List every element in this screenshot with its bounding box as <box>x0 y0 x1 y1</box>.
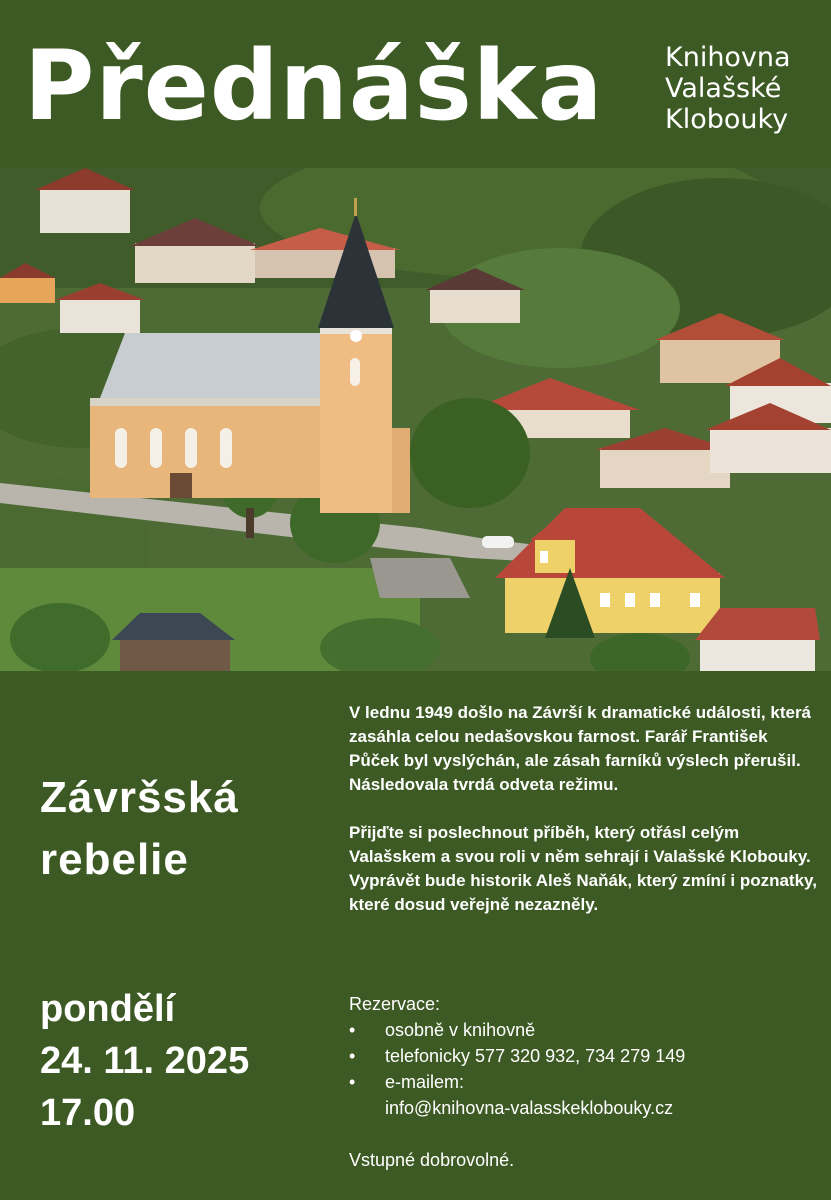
reservation-phone: telefonicky 577 320 932, 734 279 149 <box>385 1046 686 1066</box>
village-church-photo <box>0 168 831 671</box>
talk-title <box>40 767 239 891</box>
reservation-item <box>349 1043 819 1069</box>
header-band <box>0 0 831 168</box>
page-title: Přednáška <box>24 30 604 142</box>
event-date: 24. 11. 2025 <box>40 1040 250 1082</box>
library-logo-line: Klobouky <box>665 104 789 135</box>
event-datetime <box>40 983 249 1139</box>
reservation-info <box>349 991 819 1121</box>
bullet: • <box>349 1072 356 1092</box>
library-logo-line: Valašské <box>665 73 782 104</box>
description-paragraph: V lednu 1949 došlo na Závrší k dramatické události, která zasáhla celou nedašovskou farnost. Farář František Půček byl vyslýchán, ale zásah farníků výslech přerušil. Následovala tvrdá odveta režimu. <box>349 703 812 794</box>
village-church-illustration <box>0 168 831 671</box>
talk-description <box>349 701 819 917</box>
admission-note: Vstupné dobrovolné. <box>349 1150 515 1170</box>
description-paragraph: Přijďte si poslechnout příběh, který otřásl celým Valašskem a svou roli v něm sehrají i Valašské Klobouky. <box>349 823 811 866</box>
reservation-item <box>349 1017 819 1043</box>
lower-panel <box>0 671 831 1200</box>
bullet: • <box>349 1046 356 1066</box>
library-logo-line: Knihovna <box>665 42 791 73</box>
event-day: pondělí <box>40 988 176 1030</box>
description-paragraph: Vyprávět bude historik Aleš Naňák, který zmíní i poznatky, které dosud veřejně nezazněly. <box>349 871 817 914</box>
reservation-item-text: osobně v knihovně <box>385 1020 536 1040</box>
reservation-list <box>349 1017 819 1095</box>
talk-title-line: Závršská <box>40 773 239 822</box>
reservation-item-text: e-mailem: <box>385 1072 465 1092</box>
talk-title-line: rebelie <box>40 835 189 884</box>
event-time: 17.00 <box>40 1092 136 1134</box>
library-logo <box>665 42 791 135</box>
bullet: • <box>349 1020 356 1040</box>
reservation-heading: Rezervace: <box>349 994 441 1014</box>
reservation-item <box>349 1069 819 1095</box>
reservation-email[interactable]: info@knihovna-valasskeklobouky.cz <box>385 1098 674 1118</box>
